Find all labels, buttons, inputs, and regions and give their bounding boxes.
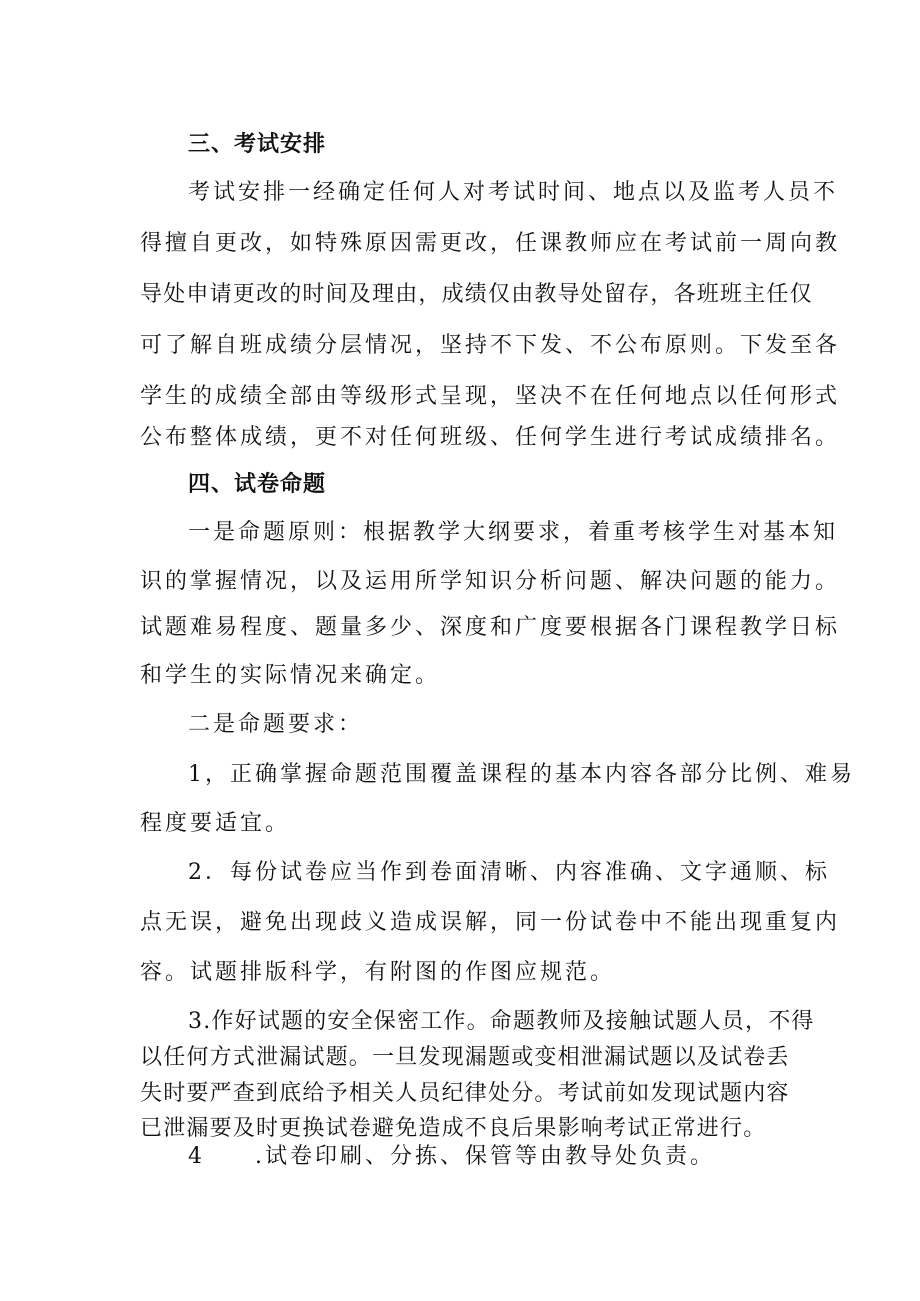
paragraph-line: 识的掌握情况，以及运用所学知识分析问题、解决问题的能力。 [140,569,841,594]
list-item-3-cont: 已泄漏要及时更换试卷避免造成不良后果影响考试正常进行。 [140,1116,767,1141]
list-item-2: 2．每份试卷应当作到卷面清晰、内容准确、文字通顺、标 [188,860,830,885]
paragraph-line: 试题难易程度、题量多少、深度和广度要根据各门课程教学日标 [140,615,841,640]
paragraph-line: 和学生的实际情况来确定。 [140,663,441,688]
list-item-1: 1，正确掌握命题范围覆盖课程的基本内容各部分比例、难易 [188,762,855,787]
list-item-3: 3.作好试题的安全保密工作。命题教师及接触试题人员，不得 [188,1009,815,1034]
section-heading-exam-paper-setting: 四、试卷命题 [188,471,327,497]
paragraph-line: 导处申请更改的时间及理由，成绩仅由教导处留存，各班班主任仅 [140,282,813,307]
section-heading-exam-arrangement: 三、考试安排 [188,131,327,157]
paragraph-line: 学生的成绩全部由等级形式呈现，坚决不在任何地点以任何形式 [140,384,841,409]
paragraph-line: 可了解自班成绩分层情况，坚持不下发、不公布原则。下发至各 [140,333,841,358]
list-item-2-cont: 容。试题排版科学，有附图的作图应规范。 [140,960,616,985]
list-item-3-cont: 失时要严查到底给予相关人员纪律处分。考试前如发现试题内容 [140,1081,790,1106]
paragraph-line: 一是命题原则：根据教学大纲要求，着重考核学生对基本知 [188,520,839,545]
paragraph-line: 公布整体成绩，更不对任何班级、任何学生进行考试成绩排名。 [140,425,841,450]
paragraph-line: 得擅自更改，如特殊原因需更改，任课教师应在考试前一周向教 [140,231,841,256]
list-item-3-cont: 以任何方式泄漏试题。一旦发现漏题或变相泄漏试题以及试卷丢 [140,1045,790,1070]
list-item-4: 4 .试卷印刷、分拣、保管等由教导处负责。 [188,1144,715,1169]
paragraph-line: 考试安排一经确定任何人对考试时间、地点以及监考人员不 [188,180,839,205]
list-item-2-cont: 点无误，避免出现歧义造成误解，同一份试卷中不能出现重复内 [140,910,841,935]
requirements-label: 二是命题要求： [188,712,364,737]
list-item-1-cont: 程度要适宜。 [140,811,291,836]
